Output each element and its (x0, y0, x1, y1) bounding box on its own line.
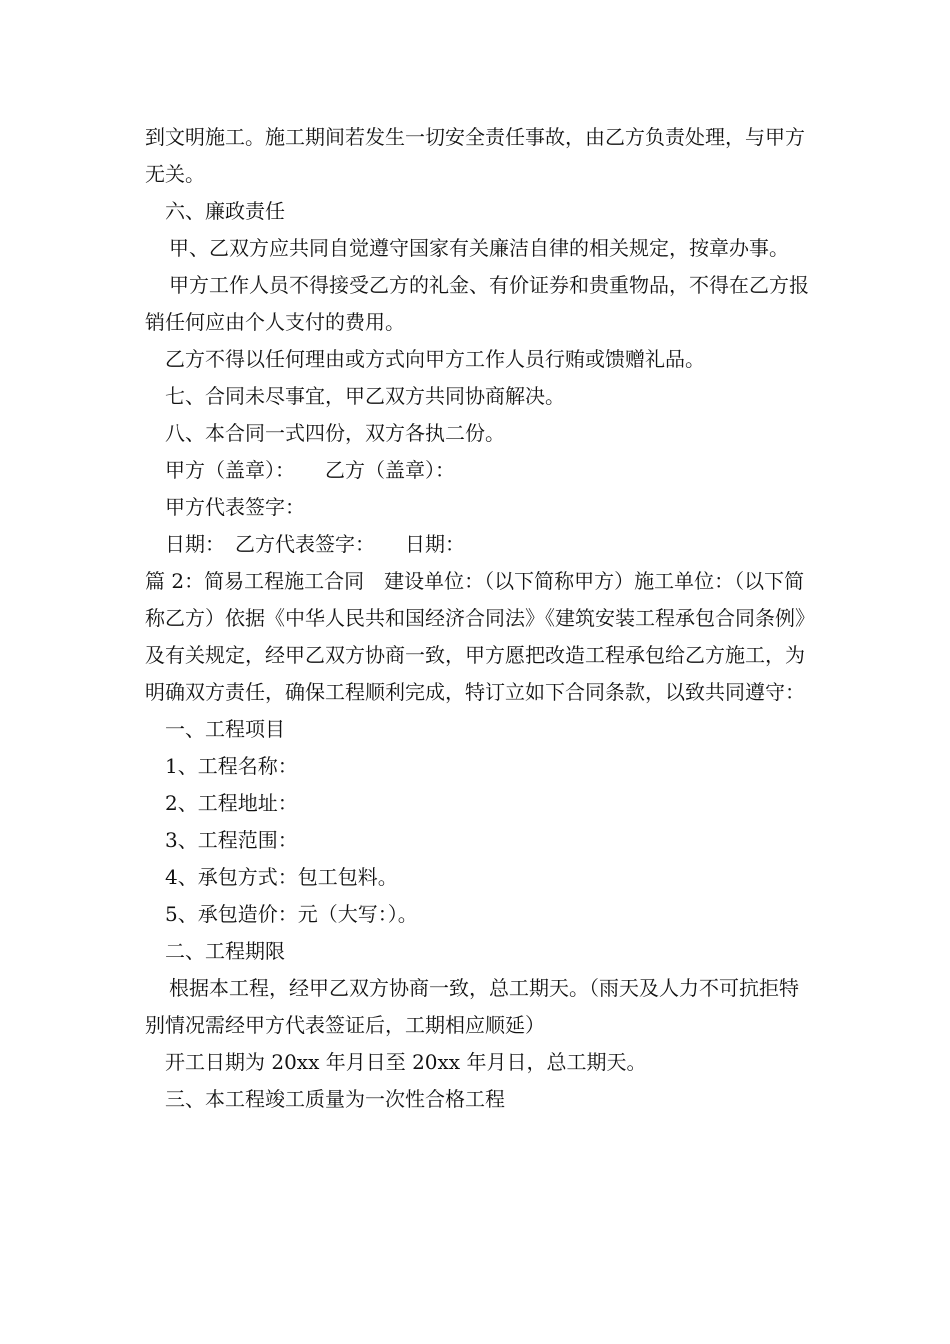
paragraph-start-end-dates: 开工日期为 20xx 年月日至 20xx 年月日，总工期天。 (165, 1050, 647, 1074)
paragraph-no-bribery: 乙方不得以任何理由或方式向甲方工作人员行贿或馈赠礼品。 (165, 347, 705, 371)
paragraph-integrity-rules: 甲、乙双方应共同自觉遵守国家有关廉洁自律的相关规定，按章办事。 (169, 236, 789, 260)
signature-date-line: 日期： 乙方代表签字： 日期： (165, 532, 465, 556)
signature-party-a-representative: 甲方代表签字： (165, 495, 305, 519)
paragraph-contract-2-intro: 篇 2：简易工程施工合同 建设单位：（以下简称甲方）施工单位：（以下简称乙方）依据《中华人民共和国经济合同法》《建筑安装工程承包合同条例》及有关规定，经甲乙双方协商一致，甲方愿把改造工程承包给乙方施工，为明确双方责任，确保工程顺利完成，特订立如下合同条款，以致共同遵守： (145, 569, 805, 704)
paragraph-total-duration: 根据本工程，经甲乙双方协商一致，总工期天。（雨天及人力不可抗拒特别情况需经甲方代表签证后，工期相应顺延） (145, 976, 799, 1037)
section-heading-project: 一、工程项目 (165, 717, 285, 741)
paragraph-unsettled-matters: 七、合同未尽事宜，甲乙双方共同协商解决。 (165, 384, 565, 408)
paragraph-staff-gifts: 甲方工作人员不得接受乙方的礼金、有价证券和贵重物品，不得在乙方报销任何应由个人支付的费用。 (145, 273, 809, 334)
section-heading-period: 二、工程期限 (165, 939, 285, 963)
paragraph-safety-responsibility: 到文明施工。施工期间若发生一切安全责任事故，由乙方负责处理，与甲方无关。 (145, 125, 805, 186)
section-heading-quality: 三、本工程竣工质量为一次性合格工程 (165, 1087, 505, 1111)
list-item-contract-method: 4、承包方式：包工包料。 (165, 865, 398, 889)
signature-seal-line: 甲方（盖章）： 乙方（盖章）： (165, 458, 455, 482)
paragraph-copies: 八、本合同一式四份，双方各执二份。 (165, 421, 505, 445)
list-item-project-address: 2、工程地址： (165, 791, 298, 815)
section-heading-integrity: 六、廉政责任 (165, 199, 285, 223)
list-item-project-name: 1、工程名称： (165, 754, 298, 778)
document-body (145, 119, 810, 1118)
list-item-project-scope: 3、工程范围： (165, 828, 298, 852)
list-item-contract-price: 5、承包造价：元（大写：）。 (165, 902, 418, 926)
